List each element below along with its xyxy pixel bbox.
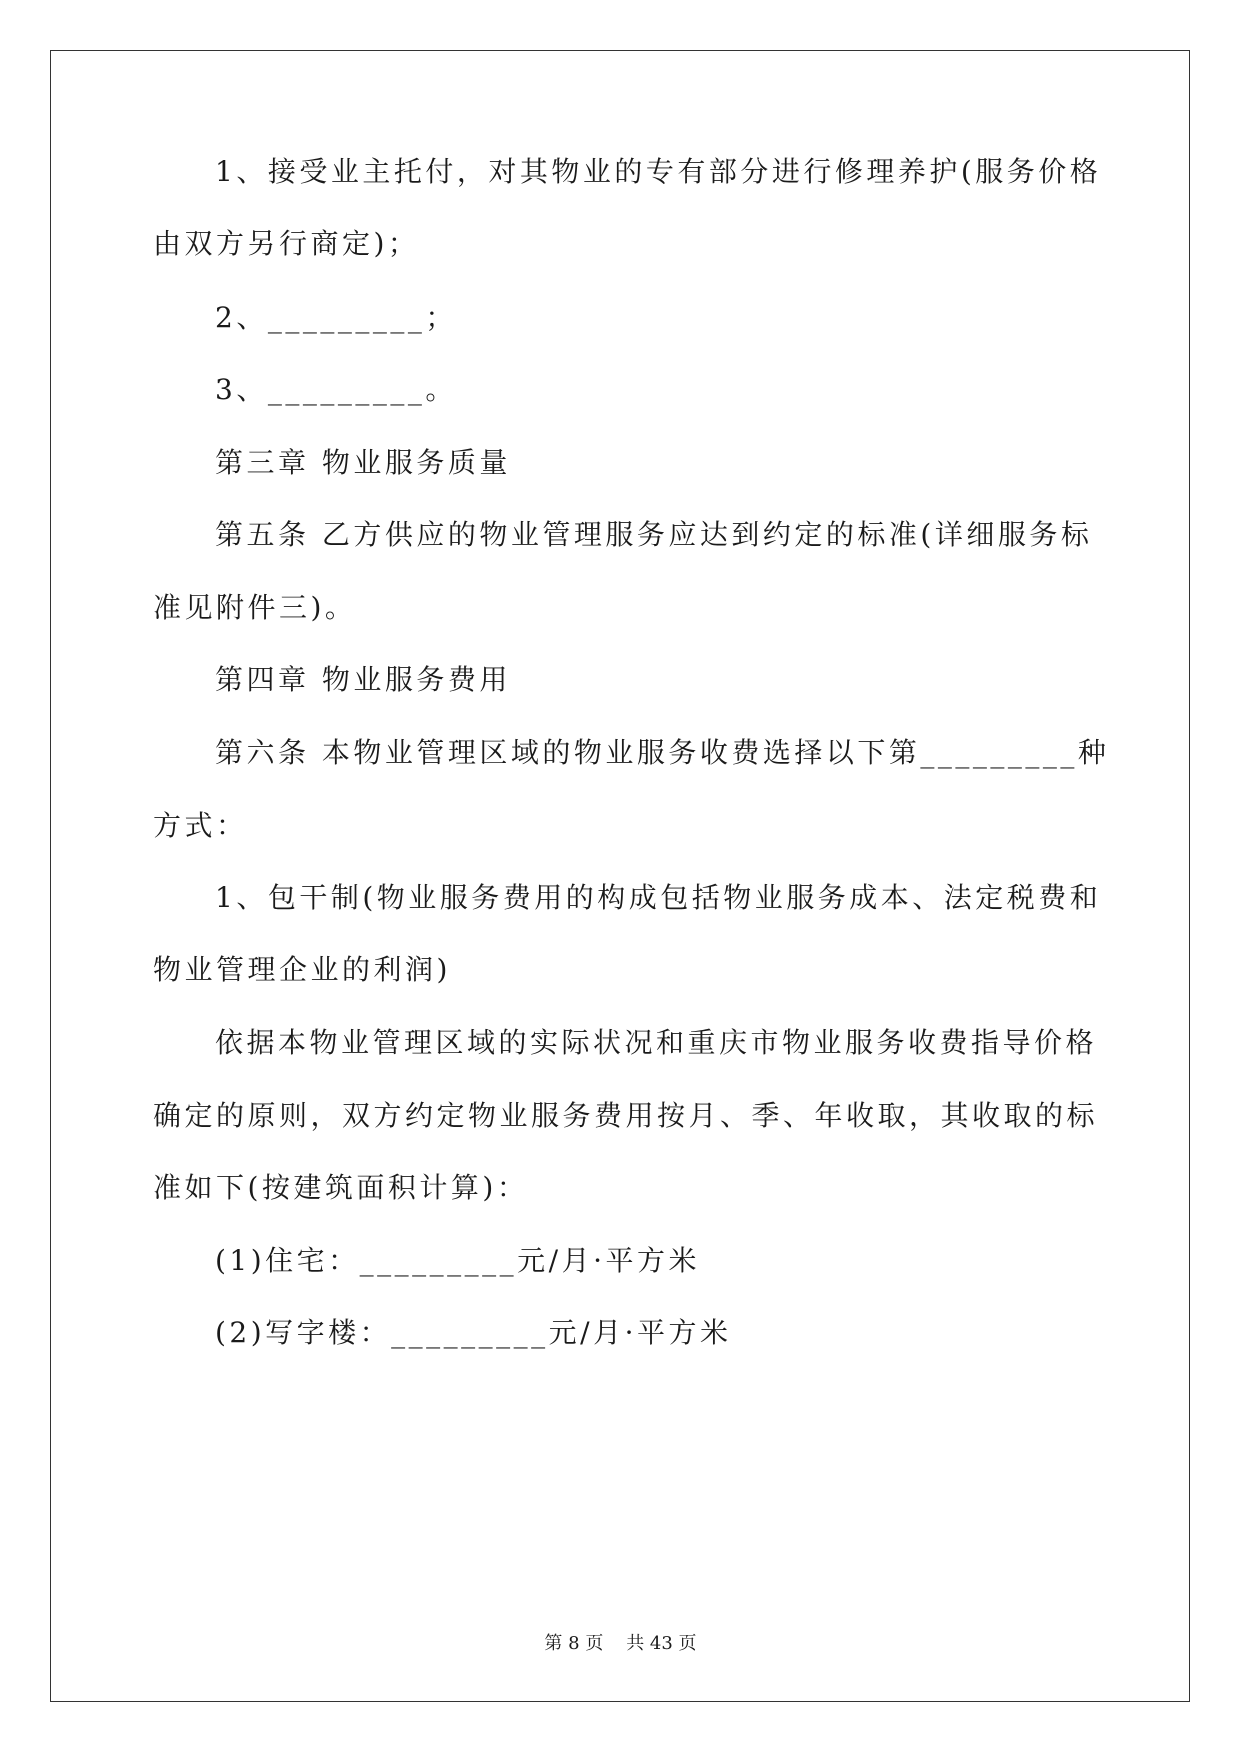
paragraph-line: (2)写字楼：_________元/月·平方米 [215, 1316, 732, 1349]
paragraph-line: 1、包干制(物业服务费用的构成包括物业服务成本、法定税费和 [215, 881, 1102, 914]
paragraph-line: 第五条 乙方供应的物业管理服务应达到约定的标准(详细服务标 [215, 518, 1093, 551]
paragraph-line: 准见附件三)。 [153, 591, 357, 624]
paragraph-line: 准如下(按建筑面积计算)： [153, 1171, 529, 1204]
paragraph-line: 2、_________； [215, 301, 457, 334]
paragraph-line: 第六条 本物业管理区域的物业服务收费选择以下第_________种 [215, 736, 1110, 769]
paragraph-line: 依据本物业管理区域的实际状况和重庆市物业服务收费指导价格 [215, 1026, 1098, 1059]
chapter-heading: 第四章 物业服务费用 [215, 663, 511, 696]
paragraph-line: 由双方另行商定)； [153, 227, 420, 260]
chapter-heading: 第三章 物业服务质量 [215, 446, 511, 479]
paragraph-line: 物业管理企业的利润) [153, 953, 451, 986]
page-number: 第 8 页 共 43 页 [544, 1633, 697, 1654]
paragraph-line: (1)住宅：_________元/月·平方米 [215, 1244, 700, 1277]
paragraph-line: 1、接受业主托付，对其物业的专有部分进行修理养护(服务价格 [215, 155, 1102, 188]
paragraph-line: 3、_________。 [215, 373, 457, 406]
paragraph-line: 确定的原则，双方约定物业服务费用按月、季、年收取，其收取的标 [153, 1099, 1099, 1132]
paragraph-line: 方式： [153, 809, 248, 842]
